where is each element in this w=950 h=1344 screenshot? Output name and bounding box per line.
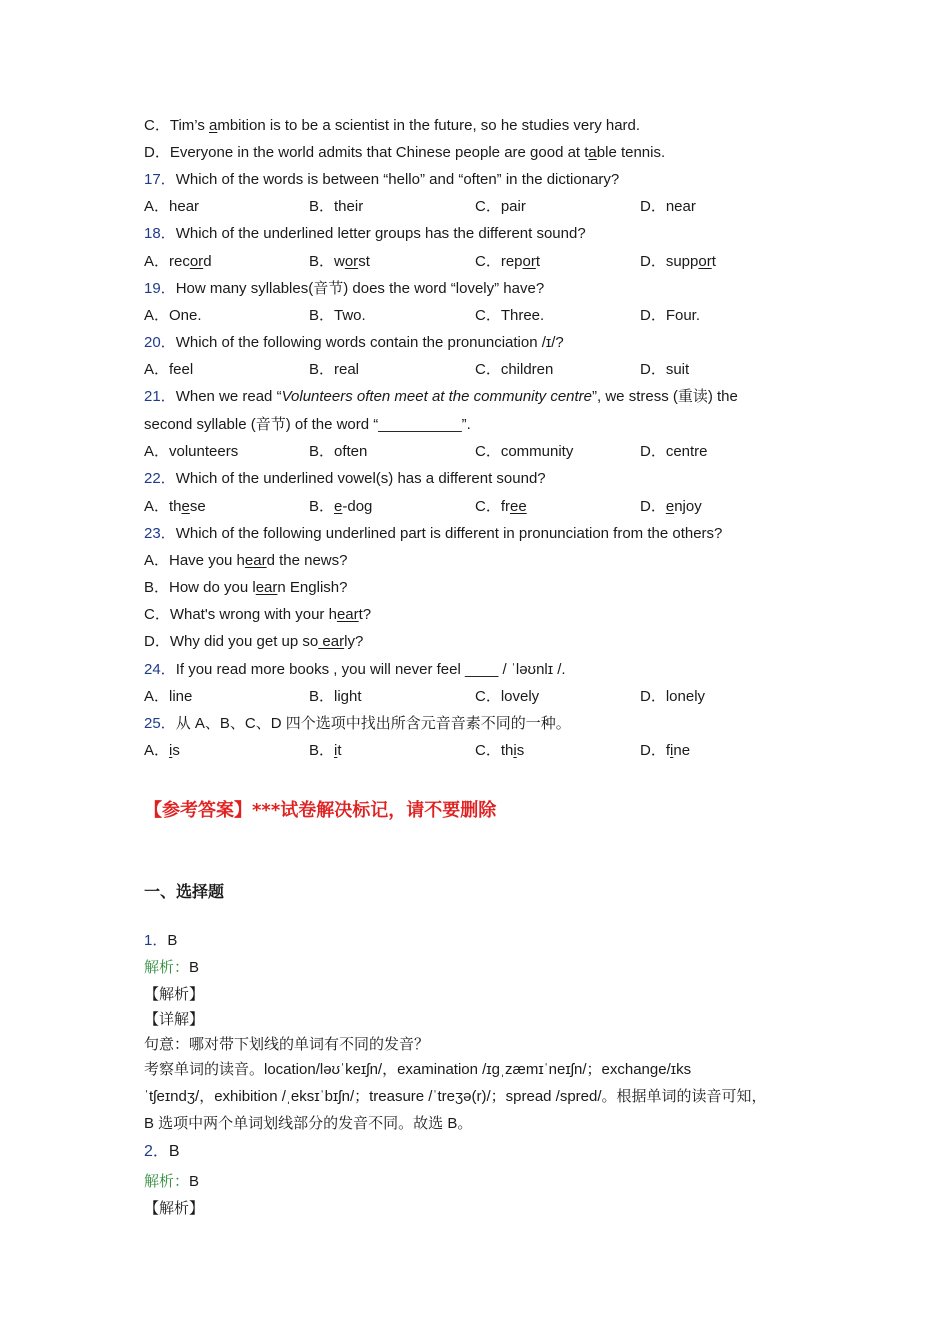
answer-number: 1． (144, 932, 168, 949)
q23-option-b (144, 578, 347, 598)
question-22 (144, 469, 546, 489)
underlined-letters: i (670, 742, 674, 759)
italic-sentence: Volunteers often meet at the community centre (281, 388, 593, 405)
question-number: 18． (144, 225, 176, 242)
question-text: How many syllables(音节) does the word “lovely” have? (175, 280, 545, 297)
underlined-letters: e (665, 498, 675, 515)
text: D．Everyone in the world admits that Chinese people are good at t (144, 144, 589, 161)
option-c (475, 741, 524, 761)
option-b (309, 741, 342, 761)
option-d: D．centre (640, 443, 708, 460)
analysis-label: 解析： (144, 1173, 190, 1190)
option-d: D．near (640, 198, 696, 215)
option-d (640, 252, 716, 272)
question-18 (144, 224, 586, 244)
question-number: 22． (144, 470, 176, 487)
question-text: Which of the underlined vowel(s) has a different sound? (175, 470, 546, 487)
text: ble tennis. (596, 144, 666, 161)
explanation-line: B 选项中两个单词划线部分的发音不同。故选 B。 (144, 1115, 473, 1132)
answer-1-analysis (144, 958, 199, 978)
option-b: B．their (309, 198, 364, 215)
option-b (309, 252, 370, 272)
option-c: C．Three. (475, 307, 545, 324)
text: t? (358, 606, 372, 623)
option-a: A．feel (144, 361, 194, 378)
text: d the news? (266, 552, 348, 569)
answer-1 (144, 931, 177, 951)
q24-options (144, 687, 824, 707)
text: -dog (342, 498, 373, 515)
question-text: Which of the words is between “hello” and “often” in the dictionary? (175, 171, 620, 188)
text: B．w (309, 253, 345, 270)
option-c (475, 252, 540, 272)
question-text: ”, we stress (重读) the (592, 388, 738, 405)
text: C．rep (475, 253, 523, 270)
detail-tag: 【详解】 (144, 1011, 205, 1028)
text: A．rec (144, 253, 190, 270)
text: A．Have you h (144, 552, 245, 569)
option-d (640, 741, 690, 761)
option-a (144, 252, 212, 272)
underlined-letters: ear (244, 552, 267, 569)
option-c: C．children (475, 361, 554, 378)
q17-options (144, 197, 824, 217)
q23-option-c (144, 605, 371, 625)
underlined-letters: ear (336, 606, 359, 623)
analysis-value: B (189, 1173, 200, 1190)
underlined-letters: or (698, 253, 712, 270)
answer-2 (144, 1142, 180, 1162)
answer-number: 2． (144, 1143, 169, 1160)
q16-option-c (144, 116, 640, 136)
text: C．fr (475, 498, 510, 515)
text: D． (640, 498, 666, 515)
underlined-letters: or (189, 253, 204, 270)
q19-options (144, 306, 824, 326)
explanation-line: 句意：哪对带下划线的单词有不同的发音？ (144, 1036, 430, 1053)
option-c: C．lovely (475, 688, 540, 705)
analysis-value: B (189, 959, 200, 976)
text: t (337, 742, 342, 759)
underlined-letters: ear (318, 633, 345, 650)
text: D．Why did you get up so (144, 633, 319, 650)
question-21 (144, 387, 738, 407)
analysis-tag: 【解析】 (144, 986, 205, 1003)
underlined-letters: i (169, 742, 173, 759)
question-text: / ˈləʊnlɪ /. (498, 661, 566, 678)
text: D．f (640, 742, 671, 759)
question-23 (144, 524, 722, 544)
option-d (640, 497, 702, 517)
text: C．What's wrong with your h (144, 606, 337, 623)
option-b: B．light (309, 688, 362, 705)
option-b: B．Two. (309, 307, 366, 324)
explanation-line: ˈtʃeɪndʒ/，exhibition /ˌeksɪˈbɪʃn/；treasure /ˈtreʒə(r)/；spread /spred/。根据单词的读音可知， (144, 1088, 767, 1105)
question-text: If you read more books , you will never feel (175, 661, 465, 678)
question-text: Which of the underlined letter groups has the different sound? (175, 225, 586, 242)
option-b: B．often (309, 443, 368, 460)
text: s (516, 742, 525, 759)
text: se (189, 498, 206, 515)
option-c (475, 497, 527, 517)
underlined-letters: i (513, 742, 517, 759)
option-c: C．community (475, 443, 574, 460)
option-a: A．hear (144, 198, 200, 215)
question-19 (144, 279, 544, 299)
option-d: D．lonely (640, 688, 706, 705)
underlined-letters: e (181, 498, 190, 515)
analysis-tag: 【解析】 (144, 1200, 205, 1217)
answer-blank: ____ (465, 661, 499, 678)
question-number: 25． (144, 715, 176, 732)
q20-options (144, 360, 824, 380)
option-d: D．Four. (640, 307, 701, 324)
underlined-letters: or (522, 253, 536, 270)
option-a: A．line (144, 688, 193, 705)
option-c: C．pair (475, 198, 526, 215)
text: st (358, 253, 370, 270)
text: B． (309, 742, 335, 759)
question-17 (144, 170, 619, 190)
answer-key-header: 【参考答案】***试卷解决标记，请不要删除 (144, 800, 497, 821)
question-text: When we read “ (175, 388, 282, 405)
q25-options (144, 741, 824, 761)
underlined-letters: ear (255, 579, 278, 596)
text: ne (673, 742, 691, 759)
text: B． (309, 498, 335, 515)
text: ly? (344, 633, 364, 650)
question-text: Which of the following underlined part is different in pronunciation from the others? (175, 525, 723, 542)
option-a (144, 497, 206, 517)
text: D．supp (640, 253, 699, 270)
underlined-letters: e (334, 498, 343, 515)
question-25 (144, 714, 571, 734)
underlined-letters: a (588, 144, 597, 161)
explanation-line: 考察单词的读音。location/ləʊˈkeɪʃn/，examination /ɪɡˌzæmɪˈneɪʃn/；exchange/ɪks (144, 1061, 692, 1078)
section-title: 一、选择题 (144, 882, 225, 901)
q21-options (144, 442, 824, 462)
question-text: Which of the following words contain the pronunciation /ɪ/? (175, 334, 564, 351)
text: t (711, 253, 716, 270)
question-20 (144, 333, 564, 353)
text: mbition is to be a scientist in the future, so he studies very hard. (217, 117, 641, 134)
q23-option-d (144, 632, 363, 652)
question-number: 19． (144, 280, 176, 297)
text: d (203, 253, 212, 270)
question-number: 20． (144, 334, 176, 351)
question-number: 23． (144, 525, 176, 542)
question-number: 21． (144, 388, 176, 405)
option-a (144, 741, 180, 761)
underlined-letters: or (344, 253, 359, 270)
question-number: 24． (144, 661, 176, 678)
option-d: D．suit (640, 361, 690, 378)
text: A．th (144, 498, 182, 515)
option-b: B．real (309, 361, 360, 378)
answer-value: B (167, 932, 178, 949)
question-number: 17． (144, 171, 176, 188)
text: t (535, 253, 541, 270)
q22-options (144, 497, 824, 517)
underlined-letters: a (209, 117, 218, 134)
option-a: A．One. (144, 307, 202, 324)
text: n English? (277, 579, 348, 596)
underlined-letters: ee (510, 498, 527, 515)
text: C．th (475, 742, 514, 759)
question-text: 从 A、B、C、D 四个选项中找出所含元音音素不同的一种。 (175, 715, 571, 732)
q23-option-a (144, 551, 347, 571)
underlined-letters: i (334, 742, 338, 759)
text: s (172, 742, 180, 759)
question-21-line2: second syllable (音节) of the word “__________”. (144, 416, 471, 433)
answer-value: B (168, 1143, 180, 1160)
question-24 (144, 660, 566, 680)
text: njoy (674, 498, 702, 515)
answer-2-analysis (144, 1172, 199, 1192)
option-a: A．volunteers (144, 443, 239, 460)
text: C．Tim’s (144, 117, 209, 134)
q18-options (144, 252, 824, 272)
analysis-label: 解析： (144, 959, 190, 976)
text: B．How do you l (144, 579, 256, 596)
q16-option-d (144, 143, 665, 163)
option-b (309, 497, 372, 517)
text: A． (144, 742, 170, 759)
